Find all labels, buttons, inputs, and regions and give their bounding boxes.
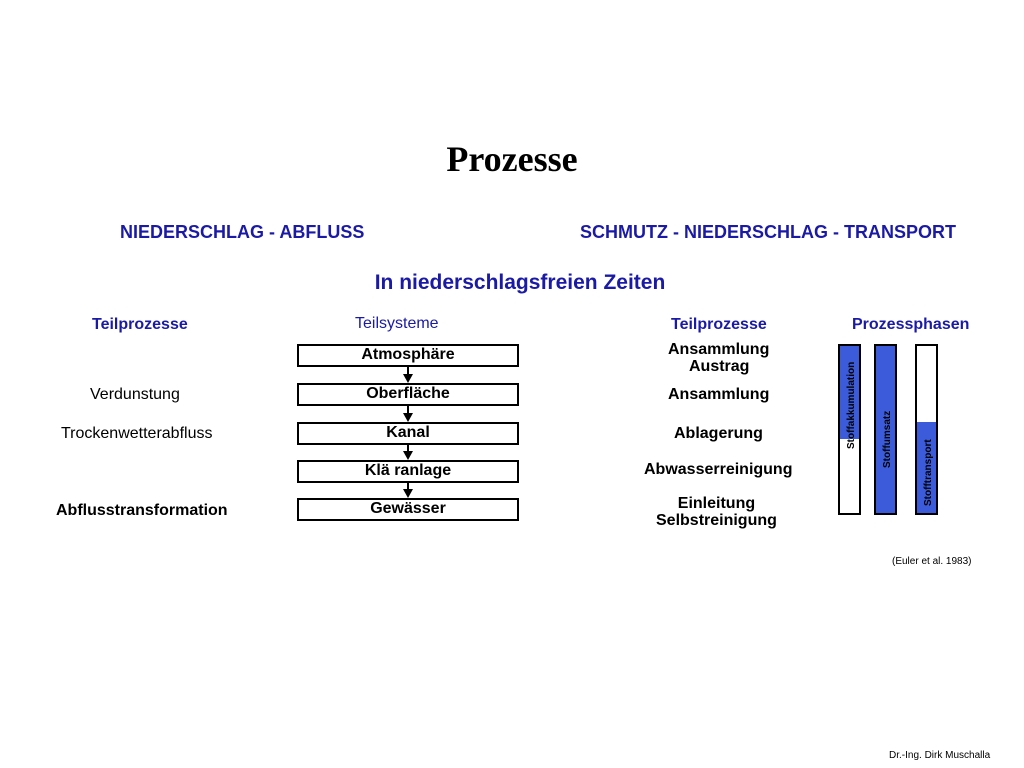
subsystem-kanal: Kanal [297,422,519,445]
process-trockenwetterabfluss: Trockenwetterabfluss [61,425,213,442]
column-header-teilsysteme: Teilsysteme [355,315,439,332]
process-selbstreinigung: Selbstreinigung [656,512,777,529]
subsystem-gewaesser: Gewässer [297,498,519,521]
flow-arrowhead-2 [403,413,413,422]
process-einleitung-selbstreinigung [656,495,777,529]
phase-bar-stoffakkumulation [838,344,861,515]
process-ansammlung-austrag [668,341,769,375]
citation: (Euler et al. 1983) [892,556,972,567]
subsystem-oberflaeche: Oberfläche [297,383,519,406]
header-left: NIEDERSCHLAG - ABFLUSS [120,222,365,242]
column-header-teilprozesse-right: Teilprozesse [671,316,767,333]
phase-label-stofftransport: Stofftransport [923,439,934,506]
process-ablagerung: Ablagerung [674,425,763,442]
process-verdunstung: Verdunstung [90,386,180,403]
page-title: Prozesse [446,139,578,179]
process-abflusstransformation: Abflusstransformation [56,502,228,519]
phase-bar-stofftransport [915,344,938,515]
flow-arrowhead-3 [403,451,413,460]
header-right: SCHMUTZ - NIEDERSCHLAG - TRANSPORT [580,222,956,242]
process-ansammlung-2: Ansammlung [668,386,770,403]
subsystem-klaeranlage: Klä ranlage [297,460,519,483]
process-austrag: Austrag [689,358,750,375]
process-einleitung: Einleitung [677,495,756,512]
process-ansammlung-1: Ansammlung [668,341,770,358]
flow-arrowhead-4 [403,489,413,498]
subsystem-atmosphaere: Atmosphäre [297,344,519,367]
phase-label-stoffumsatz: Stoffumsatz [882,410,893,468]
subtitle: In niederschlagsfreien Zeiten [374,271,666,294]
process-abwasserreinigung: Abwasserreinigung [644,461,793,478]
phase-bar-stoffumsatz [874,344,897,515]
phase-label-stoffakkumulation: Stoffakkumulation [846,361,857,449]
column-header-teilprozesse-left: Teilprozesse [92,316,188,333]
author-footer: Dr.-Ing. Dirk Muschalla [889,750,991,761]
column-header-prozessphasen: Prozessphasen [852,316,970,333]
flow-arrowhead-1 [403,374,413,383]
